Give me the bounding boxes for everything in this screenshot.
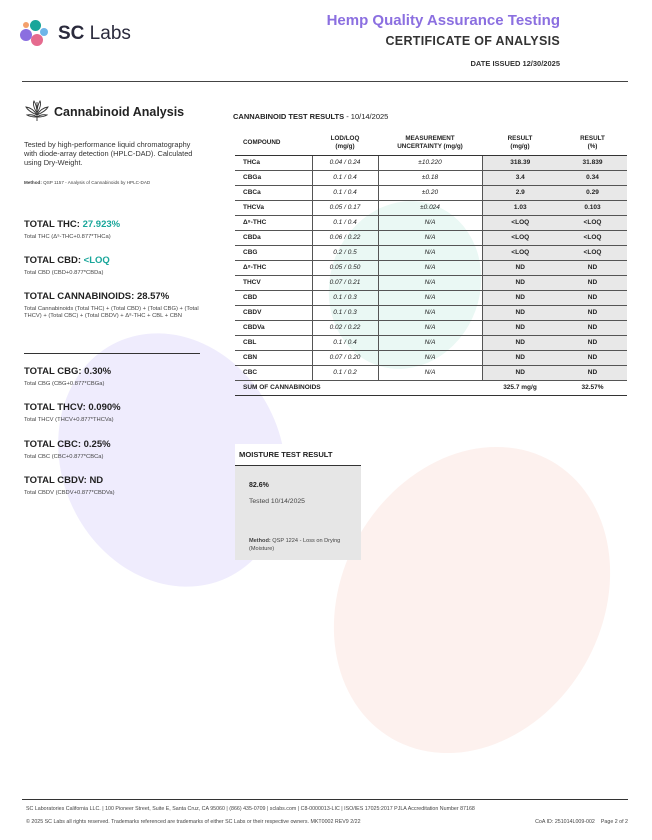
table-cell: ±10.220	[378, 155, 482, 170]
table-cell: Δ⁹-THC	[235, 215, 312, 230]
table-cell: ND	[558, 365, 627, 380]
table-cell: ND	[558, 290, 627, 305]
table-cell: <LOQ	[558, 245, 627, 260]
table-cell: ND	[558, 305, 627, 320]
table-cell: <LOQ	[558, 215, 627, 230]
table-cell: 3.4	[482, 170, 558, 185]
table-cell: ND	[558, 335, 627, 350]
moisture-method: Method: QSP 1224 - Loss on Drying (Moisture)	[249, 538, 341, 552]
table-cell: <LOQ	[482, 245, 558, 260]
table-row	[235, 350, 627, 365]
table-cell: 0.02 / 0.22	[312, 320, 378, 335]
table-cell: N/A	[378, 365, 482, 380]
table-cell: THCV	[235, 275, 312, 290]
table-cell: 0.07 / 0.20	[312, 350, 378, 365]
table-cell: <LOQ	[482, 215, 558, 230]
footer-copyright: © 2025 SC Labs all rights reserved. Trademarks referenced are trademarks of either SC Labs or their respective owners. MKT0002 REV9 2/22	[26, 819, 361, 825]
table-cell: CBCa	[235, 185, 312, 200]
table-cell: 0.05 / 0.50	[312, 260, 378, 275]
sum-row	[235, 380, 627, 395]
column-header: LOD/LOQ (mg/g)	[312, 131, 378, 155]
footer-coa-id: CoA ID: 251014L009-002 Page 2 of 2	[535, 819, 628, 825]
table-row	[235, 335, 627, 350]
moisture-tested-date: Tested 10/14/2025	[249, 498, 305, 505]
table-cell: 0.06 / 0.22	[312, 230, 378, 245]
total-thc: TOTAL THC: 27.923% Total THC (Δ⁹-THC+0.877*THCa)	[24, 219, 121, 240]
table-cell: 31.839	[558, 155, 627, 170]
table-cell: ND	[482, 365, 558, 380]
table-row	[235, 215, 627, 230]
table-cell: <LOQ	[558, 230, 627, 245]
table-cell: <LOQ	[482, 230, 558, 245]
table-cell: THCa	[235, 155, 312, 170]
sum-label: SUM OF CANNABINOIDS	[235, 380, 482, 395]
table-cell: N/A	[378, 245, 482, 260]
table-cell: N/A	[378, 305, 482, 320]
table-cell: CBG	[235, 245, 312, 260]
footer-lab-info: SC Laboratories California LLC. | 100 Pioneer Street, Suite E, Santa Cruz, CA 95060 | (866) 435-0709 | sclabs.com | C8-0000013-LIC | ISO/IES 17025:2017 PJLA Accreditation Number 87168	[26, 806, 475, 812]
table-cell: CBL	[235, 335, 312, 350]
table-row	[235, 200, 627, 215]
table-row	[235, 230, 627, 245]
table-cell: CBDa	[235, 230, 312, 245]
cannabinoid-analysis-header	[24, 99, 184, 125]
sum-percent: 32.57%	[558, 380, 627, 395]
table-row	[235, 260, 627, 275]
table-cell: N/A	[378, 230, 482, 245]
moisture-title: MOISTURE TEST RESULT	[235, 444, 361, 466]
table-cell: 0.1 / 0.4	[312, 185, 378, 200]
total-cbd: TOTAL CBD: <LOQ Total CBD (CBD+0.877*CBDa)	[24, 255, 110, 276]
table-cell: N/A	[378, 320, 482, 335]
table-cell: 0.103	[558, 200, 627, 215]
table-cell: 0.1 / 0.4	[312, 335, 378, 350]
table-row	[235, 320, 627, 335]
total-thcv: TOTAL THCV: 0.090% Total THCV (THCV+0.877*THCVa)	[24, 402, 121, 423]
table-cell: 0.1 / 0.4	[312, 170, 378, 185]
table-cell: 318.39	[482, 155, 558, 170]
moisture-value: 82.6%	[249, 482, 269, 489]
table-cell: N/A	[378, 350, 482, 365]
table-cell: ND	[558, 350, 627, 365]
table-cell: N/A	[378, 335, 482, 350]
logo-wordmark: SC Labs	[58, 23, 131, 44]
cannabis-leaf-icon	[24, 99, 50, 125]
table-cell: ND	[482, 290, 558, 305]
header-divider	[22, 81, 628, 82]
table-cell: 0.1 / 0.3	[312, 290, 378, 305]
column-header: COMPOUND	[235, 131, 312, 155]
sum-mg: 325.7 mg/g	[482, 380, 558, 395]
total-cannabinoids: TOTAL CANNABINOIDS: 28.57% Total Cannabinoids (Total THC) + (Total CBD) + (Total CBG) + (Total THCV) + (Total CBC) + (Total CBDV) + Δ⁸-THC + CBL + CBN	[24, 291, 199, 319]
table-cell: N/A	[378, 260, 482, 275]
table-cell: 0.1 / 0.2	[312, 365, 378, 380]
table-cell: CBGa	[235, 170, 312, 185]
table-cell: CBDV	[235, 305, 312, 320]
table-cell: 0.2 / 0.5	[312, 245, 378, 260]
cannabinoid-results-table	[235, 131, 627, 396]
table-cell: THCVa	[235, 200, 312, 215]
column-header: RESULT (%)	[558, 131, 627, 155]
table-cell: 2.9	[482, 185, 558, 200]
footer-divider	[22, 799, 628, 800]
table-cell: N/A	[378, 215, 482, 230]
table-row	[235, 245, 627, 260]
cannabinoid-analysis-title: Cannabinoid Analysis	[54, 105, 185, 119]
table-cell: CBC	[235, 365, 312, 380]
table-header-row	[235, 131, 627, 155]
date-issued: DATE ISSUED 12/30/2025	[470, 59, 560, 68]
table-row	[235, 290, 627, 305]
table-cell: CBD	[235, 290, 312, 305]
table-cell: ND	[558, 275, 627, 290]
sc-labs-logo	[20, 20, 131, 48]
table-row	[235, 365, 627, 380]
table-cell: 0.04 / 0.24	[312, 155, 378, 170]
total-cbdv: TOTAL CBDV: ND Total CBDV (CBDV+0.877*CBDVa)	[24, 475, 115, 496]
table-cell: ND	[482, 335, 558, 350]
column-header: MEASUREMENT UNCERTAINTY (mg/g)	[378, 131, 482, 155]
table-cell: ±0.20	[378, 185, 482, 200]
table-row	[235, 305, 627, 320]
table-cell: ND	[482, 260, 558, 275]
total-cbc: TOTAL CBC: 0.25% Total CBC (CBC+0.877*CBCa)	[24, 439, 111, 460]
table-cell: 0.05 / 0.17	[312, 200, 378, 215]
table-cell: CBDVa	[235, 320, 312, 335]
logo-dots-icon	[20, 20, 52, 48]
table-cell: N/A	[378, 275, 482, 290]
table-cell: 0.07 / 0.21	[312, 275, 378, 290]
results-heading: CANNABINOID TEST RESULTS - 10/14/2025	[233, 112, 389, 121]
total-cbg: TOTAL CBG: 0.30% Total CBG (CBG+0.877*CBGa)	[24, 366, 112, 387]
table-cell: ND	[558, 320, 627, 335]
table-row	[235, 185, 627, 200]
table-cell: ND	[482, 275, 558, 290]
table-row	[235, 170, 627, 185]
analysis-description: Tested by high-performance liquid chromatography with diode-array detection (HPLC-DAD). Calculated using Dry-Weight.	[24, 140, 193, 167]
table-cell: ND	[482, 350, 558, 365]
table-cell: 0.29	[558, 185, 627, 200]
table-cell: 1.03	[482, 200, 558, 215]
table-row	[235, 155, 627, 170]
table-cell: CBN	[235, 350, 312, 365]
analysis-method: Method: QSP 1157 - Analysis of Cannabinoids by HPLC-DAD	[24, 180, 151, 185]
table-cell: N/A	[378, 290, 482, 305]
table-cell: Δ⁸-THC	[235, 260, 312, 275]
table-cell: ±0.18	[378, 170, 482, 185]
page-title: Hemp Quality Assurance Testing	[326, 12, 560, 29]
table-cell: 0.34	[558, 170, 627, 185]
page-subtitle: CERTIFICATE OF ANALYSIS	[385, 34, 560, 48]
table-cell: ±0.024	[378, 200, 482, 215]
table-cell: ND	[482, 320, 558, 335]
table-row	[235, 275, 627, 290]
table-cell: 0.1 / 0.4	[312, 215, 378, 230]
totals-divider	[24, 353, 200, 354]
table-cell: ND	[558, 260, 627, 275]
column-header: RESULT (mg/g)	[482, 131, 558, 155]
table-cell: ND	[482, 305, 558, 320]
table-cell: 0.1 / 0.3	[312, 305, 378, 320]
